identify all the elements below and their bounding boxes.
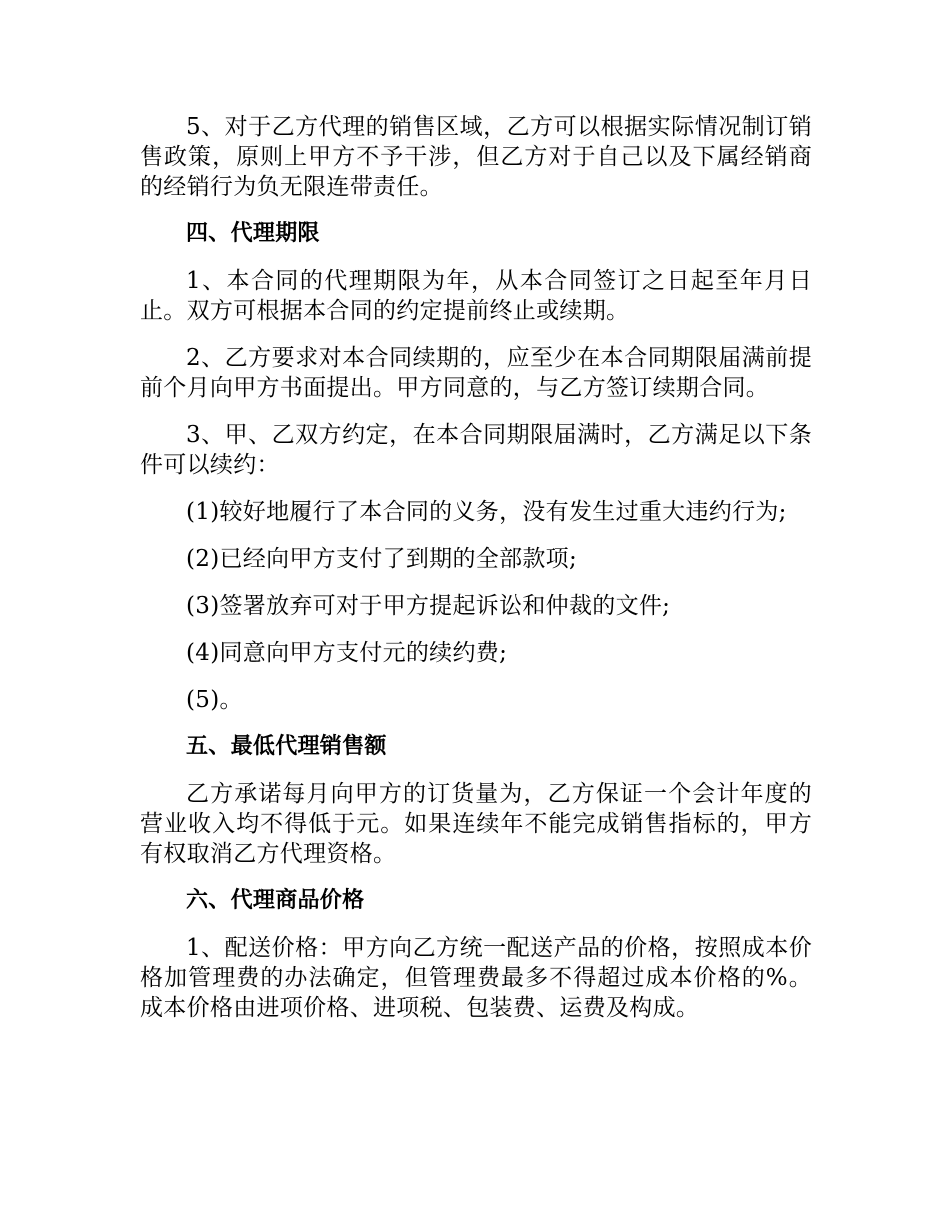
paragraph-condition-5: (5)。 [186,687,243,713]
paragraph-condition-3: (3)签署放弃可对于甲方提起诉讼和仲裁的文件; [186,593,671,619]
paragraph-condition-4: (4)同意向甲方支付元的续约费; [186,640,508,666]
section-heading-6: 六、代理商品价格 [186,888,365,913]
paragraph-clause-6-1: 1、配送价格：甲方向乙方统一配送产品的价格，按照成本价格加管理费的办法确定，但管理费最多不得超过成本价格的%。成本价格由进项价格、进项税、包装费、运费及构成。 [140,935,812,1021]
paragraph-condition-1: (1)较好地履行了本合同的义务，没有发生过重大违约行为; [186,499,787,525]
paragraph-condition-2: (2)已经向甲方支付了到期的全部款项; [186,546,578,572]
paragraph-section-5: 乙方承诺每月向甲方的订货量为，乙方保证一个会计年度的营业收入均不得低于元。如果连续年不能完成销售指标的，甲方有权取消乙方代理资格。 [140,781,812,867]
paragraph-clause-4-2: 2、乙方要求对本合同续期的，应至少在本合同期限届满前提前个月向甲方书面提出。甲方同意的，与乙方签订续期合同。 [140,345,812,401]
paragraph-clause-3-5: 5、对于乙方代理的销售区域，乙方可以根据实际情况制订销售政策，原则上甲方不予干涉，但乙方对于自己以及下属经销商的经销行为负无限连带责任。 [140,114,812,200]
section-heading-5: 五、最低代理销售额 [186,734,387,759]
document-page [140,112,812,1040]
paragraph-clause-4-3: 3、甲、乙双方约定，在本合同期限届满时，乙方满足以下条件可以续约： [140,422,812,478]
section-heading-4: 四、代理期限 [186,221,320,246]
paragraph-clause-4-1: 1、本合同的代理期限为年，从本合同签订之日起至年月日止。双方可根据本合同的约定提前终止或续期。 [140,268,812,324]
